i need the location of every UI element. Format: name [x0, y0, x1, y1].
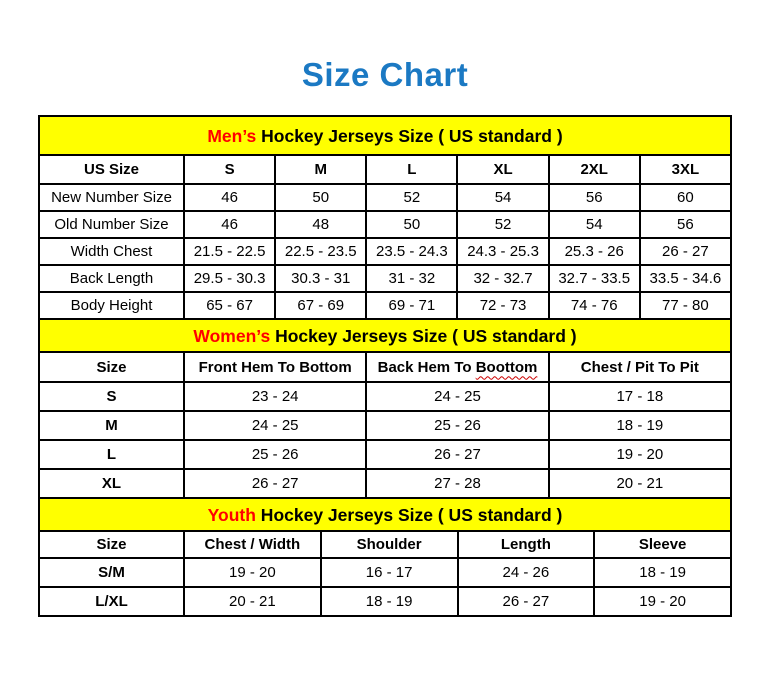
mens-section-title-text: Hockey Jerseys Size ( US standard ): [256, 125, 563, 146]
mens-size-table: [38, 115, 732, 320]
youth-section-header: [39, 498, 731, 531]
value-cell: 25 - 26: [184, 440, 366, 469]
mens-section-band: [39, 116, 731, 155]
value-cell: 25.3 - 26: [549, 238, 640, 265]
value-cell: 19 - 20: [184, 558, 321, 587]
column-header-size: Size: [39, 352, 184, 382]
value-cell: 24 - 25: [184, 411, 366, 440]
value-cell: 46: [184, 211, 275, 238]
column-header-us-size: US Size: [39, 155, 184, 184]
row-label: Back Length: [39, 265, 184, 292]
column-header-chest-pit: Chest / Pit To Pit: [549, 352, 731, 382]
table-row-width-chest: [39, 238, 731, 265]
column-header-front-hem: Front Hem To Bottom: [184, 352, 366, 382]
value-cell: 54: [457, 184, 548, 211]
row-label: New Number Size: [39, 184, 184, 211]
value-cell: 50: [366, 211, 457, 238]
value-cell: 24.3 - 25.3: [457, 238, 548, 265]
value-cell: 22.5 - 23.5: [275, 238, 366, 265]
value-cell: 18 - 19: [594, 558, 731, 587]
womens-size-table: [38, 318, 732, 499]
row-label: L: [39, 440, 184, 469]
table-row-old-number-size: [39, 211, 731, 238]
column-header-s: S: [184, 155, 275, 184]
row-label: Body Height: [39, 292, 184, 319]
value-cell: 18 - 19: [321, 587, 458, 616]
value-cell: 17 - 18: [549, 382, 731, 411]
table-row-youth-lxl: [39, 587, 731, 616]
mens-section-header: [39, 116, 731, 155]
column-header-m: M: [275, 155, 366, 184]
youth-section-title-text: Hockey Jerseys Size ( US standard ): [255, 504, 563, 525]
value-cell: 65 - 67: [184, 292, 275, 319]
table-row-women-s: [39, 382, 731, 411]
value-cell: 29.5 - 30.3: [184, 265, 275, 292]
womens-section-header: [39, 319, 731, 352]
womens-section-band: [39, 319, 731, 352]
row-label: S/M: [39, 558, 184, 587]
column-header-length: Length: [458, 531, 595, 558]
column-header-shoulder: Shoulder: [321, 531, 458, 558]
size-chart-content: [38, 0, 732, 617]
youth-header-row: [39, 531, 731, 558]
column-header-size: Size: [39, 531, 184, 558]
mens-section-title-highlight: Men’s: [207, 125, 257, 146]
mens-header-row: [39, 155, 731, 184]
youth-section-title-highlight: Youth: [207, 504, 256, 525]
column-header-back-hem: [366, 352, 548, 382]
value-cell: 26 - 27: [184, 469, 366, 498]
value-cell: 67 - 69: [275, 292, 366, 319]
value-cell: 69 - 71: [366, 292, 457, 319]
value-cell: 74 - 76: [549, 292, 640, 319]
value-cell: 24 - 25: [366, 382, 548, 411]
youth-section-band: [39, 498, 731, 531]
value-cell: 52: [457, 211, 548, 238]
page-title: Size Chart: [301, 56, 469, 93]
value-cell: 23.5 - 24.3: [366, 238, 457, 265]
womens-section-title-text: Hockey Jerseys Size ( US standard ): [270, 325, 577, 346]
row-label: Old Number Size: [39, 211, 184, 238]
value-cell: 31 - 32: [366, 265, 457, 292]
value-cell: 24 - 26: [458, 558, 595, 587]
value-cell: 60: [640, 184, 731, 211]
value-cell: 56: [640, 211, 731, 238]
womens-header-row: [39, 352, 731, 382]
table-row-women-xl: [39, 469, 731, 498]
row-label: M: [39, 411, 184, 440]
value-cell: 20 - 21: [549, 469, 731, 498]
value-cell: 56: [549, 184, 640, 211]
column-header-2xl: 2XL: [549, 155, 640, 184]
value-cell: 26 - 27: [458, 587, 595, 616]
value-cell: 46: [184, 184, 275, 211]
value-cell: 32 - 32.7: [457, 265, 548, 292]
misspelled-word: Boottom: [475, 358, 538, 376]
row-label: Width Chest: [39, 238, 184, 265]
value-cell: 20 - 21: [184, 587, 321, 616]
value-cell: 23 - 24: [184, 382, 366, 411]
value-cell: 77 - 80: [640, 292, 731, 319]
column-header-sleeve: Sleeve: [594, 531, 731, 558]
value-cell: 33.5 - 34.6: [640, 265, 731, 292]
column-header-3xl: 3XL: [640, 155, 731, 184]
value-cell: 26 - 27: [640, 238, 731, 265]
value-cell: 25 - 26: [366, 411, 548, 440]
womens-section-title-highlight: Women’s: [193, 325, 271, 346]
value-cell: 19 - 20: [549, 440, 731, 469]
row-label: XL: [39, 469, 184, 498]
value-cell: 52: [366, 184, 457, 211]
table-row-back-length: [39, 265, 731, 292]
value-cell: 26 - 27: [366, 440, 548, 469]
value-cell: 19 - 20: [594, 587, 731, 616]
row-label: S: [39, 382, 184, 411]
column-header-l: L: [366, 155, 457, 184]
row-label: L/XL: [39, 587, 184, 616]
youth-size-table: [38, 497, 732, 617]
value-cell: 30.3 - 31: [275, 265, 366, 292]
back-hem-prefix: Back Hem To: [377, 358, 476, 376]
table-row-women-m: [39, 411, 731, 440]
value-cell: 27 - 28: [366, 469, 548, 498]
column-header-chest-width: Chest / Width: [184, 531, 321, 558]
value-cell: 54: [549, 211, 640, 238]
value-cell: 32.7 - 33.5: [549, 265, 640, 292]
value-cell: 72 - 73: [457, 292, 548, 319]
table-row-body-height: [39, 292, 731, 319]
table-row-youth-sm: [39, 558, 731, 587]
value-cell: 18 - 19: [549, 411, 731, 440]
value-cell: 16 - 17: [321, 558, 458, 587]
value-cell: 48: [275, 211, 366, 238]
table-row-women-l: [39, 440, 731, 469]
column-header-xl: XL: [457, 155, 548, 184]
value-cell: 50: [275, 184, 366, 211]
value-cell: 21.5 - 22.5: [184, 238, 275, 265]
table-row-new-number-size: [39, 184, 731, 211]
